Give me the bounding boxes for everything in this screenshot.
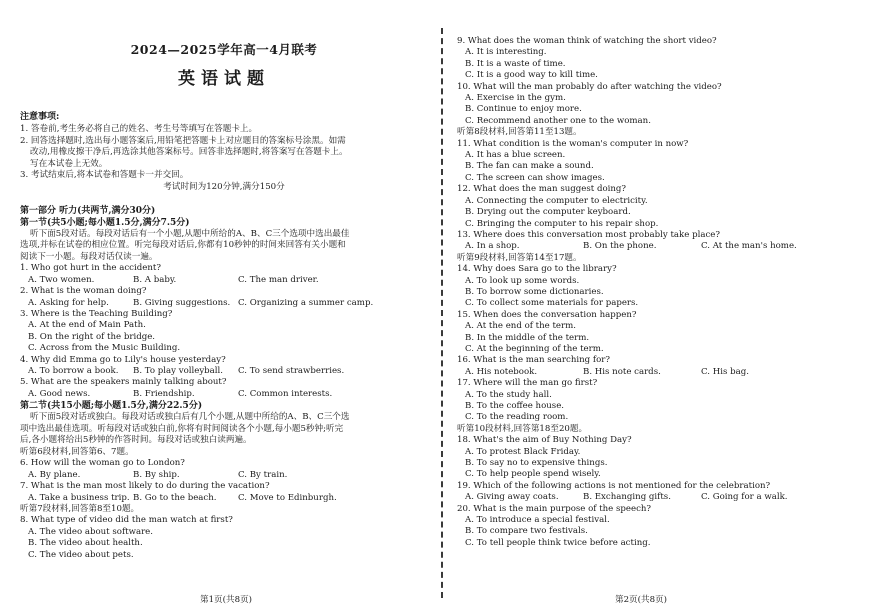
option: C. Recommend another one to the woman. — [465, 115, 651, 126]
instruction-line: 项中选出最佳选项。听每段对话或独白前,你将有时间阅读各个小题,每小题5秒钟;听完 — [20, 423, 344, 434]
question-6: 6. How will the woman go to London? — [20, 458, 185, 469]
option: C. At the man's home. — [701, 241, 797, 252]
option: A. To introduce a special festival. — [465, 515, 610, 526]
options-6 — [20, 470, 428, 481]
option: B. On the right of the bridge. — [28, 331, 156, 342]
option: A. To the study hall. — [465, 389, 552, 400]
option: A. To look up some words. — [465, 275, 580, 286]
options-7 — [20, 493, 428, 504]
option: A. The video about software. — [28, 526, 153, 537]
option: A. At the end of Main Path. — [28, 320, 146, 331]
question-13: 13. Where does this conversation most probably take place? — [457, 229, 720, 240]
option: B. On the phone. — [583, 241, 657, 252]
options-5 — [20, 389, 428, 400]
options-2 — [20, 298, 428, 309]
option: A. Asking for help. — [28, 297, 109, 308]
option: A. In a shop. — [465, 241, 520, 252]
instruction-line: 听下面5段对话。每段对话后有一个小题,从题中所给的A、B、C三个选项中选出最佳 — [30, 228, 350, 239]
option: B. Go to the beach. — [133, 492, 217, 503]
material-8-note: 听第8段材料,回答第11至13题。 — [457, 127, 582, 138]
option: B. The video about health. — [28, 538, 143, 549]
instruction-line: 听下面5段对话或独白。每段对话或独白后有几个小题,从题中所给的A、B、C三个选 — [30, 412, 350, 423]
question-4: 4. Why did Emma go to Lily's house yesterday? — [20, 354, 226, 365]
time-note: 考试时间为120分钟,满分150分 — [163, 181, 285, 192]
material-6-note: 听第6段材料,回答第6、7题。 — [20, 447, 134, 457]
option: C. The video about pets. — [28, 549, 134, 560]
option: C. At the beginning of the term. — [465, 343, 604, 354]
option: B. Friendship. — [133, 388, 195, 399]
option: B. By ship. — [133, 469, 180, 480]
option: C. To send strawberries. — [238, 366, 345, 376]
options-16 — [457, 367, 860, 378]
option: C. It is a good way to kill time. — [465, 70, 598, 81]
material-10-note: 听第10段材料,回答第18至20题。 — [457, 423, 588, 434]
options-13 — [457, 241, 860, 252]
option: A. Connecting the computer to electricity. — [465, 195, 648, 206]
question-14: 14. Why does Sara go to the library? — [457, 264, 617, 275]
question-1: 1. Who got hurt in the accident? — [20, 263, 161, 274]
option: C. Common interests. — [238, 388, 333, 399]
option: C. The screen can show images. — [465, 172, 605, 183]
note-line: 写在本试卷上无效。 — [30, 158, 108, 169]
question-15: 15. When does the conversation happen? — [457, 309, 637, 320]
option: C. To help people spend wisely. — [465, 469, 601, 480]
option: A. By plane. — [28, 469, 81, 480]
question-11: 11. What condition is the woman's computer in now? — [457, 138, 689, 149]
question-20: 20. What is the main purpose of the speech? — [457, 503, 652, 514]
option: B. Giving suggestions. — [133, 297, 231, 308]
question-16: 16. What is the man searching for? — [457, 355, 610, 366]
option: B. To compare two festivals. — [465, 526, 588, 537]
option: C. Bringing the computer to his repair shop. — [465, 218, 659, 229]
option: B. Continue to enjoy more. — [465, 104, 582, 115]
page-divider — [441, 28, 443, 598]
options-19 — [457, 492, 860, 503]
option: C. By train. — [238, 469, 288, 480]
note-line: 2. 回答选择题时,选出每小题答案后,用铅笔把答题卡上对应题目的答案标号涂黑。如需 — [20, 135, 346, 146]
section2-title: 第二节(共15小题;每小题1.5分,满分22.5分) — [20, 401, 203, 412]
page-footer: 第1页(共8页) — [200, 595, 253, 605]
option: B. To say no to expensive things. — [465, 458, 608, 469]
option: A. His notebook. — [465, 366, 538, 377]
note-line: 3. 考试结束后,将本试卷和答题卡一并交回。 — [20, 170, 189, 181]
notes-heading: 注意事项: — [20, 112, 60, 122]
question-10: 10. What will the man probably do after watching the video? — [457, 81, 722, 92]
option: C. To collect some materials for papers. — [465, 298, 639, 309]
option: A. At the end of the term. — [465, 321, 576, 332]
question-18: 18. What's the aim of Buy Nothing Day? — [457, 435, 632, 446]
option: A. To borrow a book. — [28, 366, 119, 376]
option: B. Drying out the computer keyboard. — [465, 207, 631, 218]
question-7: 7. What is the man most likely to do during the vacation? — [20, 481, 270, 492]
option: B. To the coffee house. — [465, 401, 565, 411]
option: B. Exchanging gifts. — [583, 492, 671, 503]
option: A. Giving away coats. — [465, 492, 559, 503]
instruction-line: 选项,并标在试卷的相应位置。听完每段对话后,你都有10秒钟的时间来回答有关小题和 — [20, 240, 346, 251]
option: B. To play volleyball. — [133, 366, 224, 376]
instruction-line: 后,各小题将给出5秒钟的作答时间。每段对话或独白读两遍。 — [20, 435, 252, 446]
material-9-note: 听第9段材料,回答第14至17题。 — [457, 252, 582, 263]
option: A. Good news. — [28, 388, 91, 399]
option: C. Organizing a summer camp. — [238, 297, 374, 308]
note-line: 改动,用橡皮擦干净后,再选涂其他答案标号。回答非选择题时,将答案写在答题卡上。 — [30, 147, 348, 158]
question-5: 5. What are the speakers mainly talking about? — [20, 377, 227, 388]
question-2: 2. What is the woman doing? — [20, 286, 147, 297]
option: B. In the middle of the term. — [465, 332, 590, 343]
part1-title: 第一部分 听力(共两节,满分30分) — [20, 205, 156, 216]
option: C. Going for a walk. — [701, 492, 788, 503]
option: A. It has a blue screen. — [465, 150, 566, 161]
note-line: 1. 答卷前,考生务必将自己的姓名、考生号等填写在答题卡上。 — [20, 124, 258, 134]
option: B. To borrow some dictionaries. — [465, 286, 604, 297]
options-1 — [20, 275, 428, 286]
option: C. Move to Edinburgh. — [238, 492, 337, 503]
option: C. To the reading room. — [465, 412, 569, 423]
instruction-line: 阅读下一小题。每段对话仅读一遍。 — [20, 251, 158, 262]
option: C. The man driver. — [238, 274, 319, 285]
option: A. Take a business trip. — [28, 492, 130, 503]
material-7-note: 听第7段材料,回答第8至10题。 — [20, 504, 140, 515]
section1-title: 第一节(共5小题;每小题1.5分,满分7.5分) — [20, 217, 190, 228]
option: C. To tell people think twice before acting. — [465, 537, 651, 548]
question-3: 3. Where is the Teaching Building? — [20, 308, 173, 319]
option: A. To protest Black Friday. — [465, 446, 581, 457]
page-footer: 第2页(共8页) — [615, 595, 668, 605]
option: A. It is interesting. — [465, 47, 547, 58]
subject-title: 英语试题 — [178, 69, 270, 89]
question-9: 9. What does the woman think of watching the short video? — [457, 36, 717, 46]
question-8: 8. What type of video did the man watch at first? — [20, 515, 233, 526]
right-page — [445, 0, 870, 611]
option: C. Across from the Music Building. — [28, 343, 181, 354]
question-19: 19. Which of the following actions is not mentioned for the celebration? — [457, 480, 771, 491]
option: B. It is a waste of time. — [465, 58, 566, 69]
option: B. A baby. — [133, 274, 177, 285]
option: A. Exercise in the gym. — [465, 93, 566, 104]
exam-title: 2024—2025学年高一4月联考 — [130, 42, 318, 57]
option: B. The fan can make a sound. — [465, 161, 594, 172]
option: B. His note cards. — [583, 366, 661, 377]
question-17: 17. Where will the man go first? — [457, 378, 598, 389]
options-4 — [20, 366, 428, 377]
option: A. Two women. — [28, 274, 95, 285]
option: C. His bag. — [701, 366, 749, 377]
question-12: 12. What does the man suggest doing? — [457, 184, 627, 195]
